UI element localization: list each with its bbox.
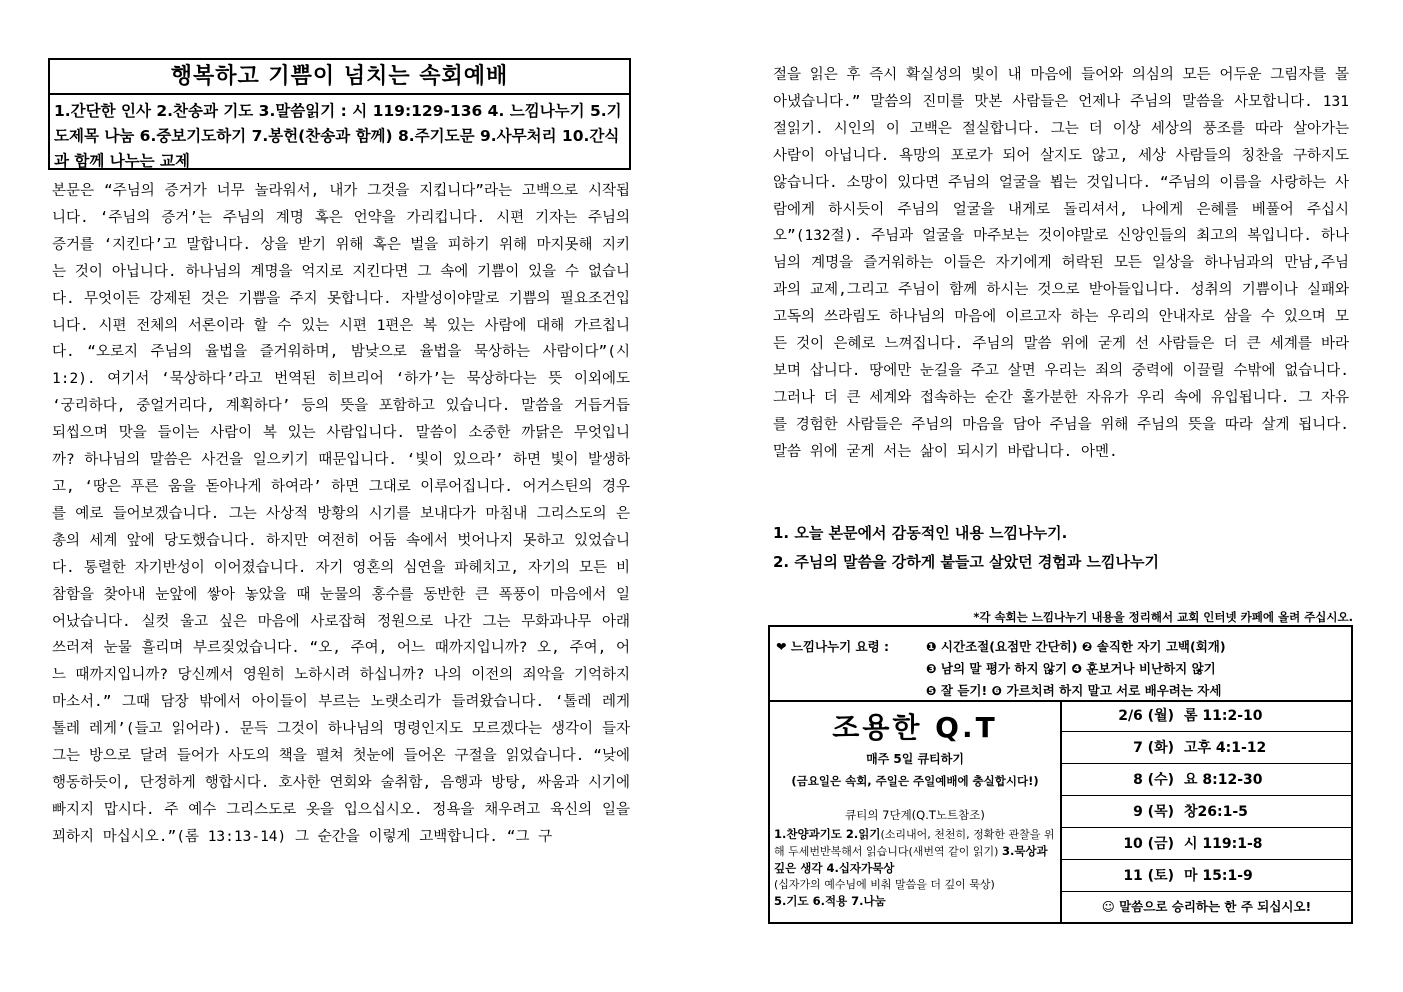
question-1: 1. 오늘 본문에서 감동적인 내용 느낌나누기.	[773, 524, 1068, 542]
schedule-ref: 창26:1-5	[1184, 804, 1248, 820]
schedule-ref: 시 119:1-8	[1184, 836, 1263, 852]
qt-schedule	[1062, 700, 1351, 922]
submission-note: *각 속회는 느낌나누기 내용을 정리해서 교회 인터넷 카페에 올려 주십시오.	[973, 610, 1353, 624]
schedule-row	[1062, 796, 1351, 828]
schedule-date: 8 (수)	[1133, 772, 1174, 788]
qt-step-4-detail: (십자가의 예수님에 비춰 말씀을 더 깊이 묵상)	[774, 878, 995, 891]
question-2: 2. 주님의 말씀을 강하게 붙들고 살았던 경험과 느낌나누기	[773, 553, 1159, 571]
qt-step-3-4: 3.묵상과 깊은 생각 4.십자가묵상	[774, 844, 1048, 875]
qt-footer: ☺ 말씀으로 승리하는 한 주 되십시오!	[1101, 899, 1312, 914]
qt-step-1-2: 1.찬양과기도 2.읽기	[774, 827, 881, 841]
qt-step-2-detail: (소리내어, 천천히, 정확한 관찰을 위해 두세번반복해서 읽습니다(새번역 같이 읽기)	[774, 828, 1055, 858]
qt-subtitle: 매주 5일 큐티하기	[866, 752, 964, 766]
service-header	[48, 58, 631, 170]
schedule-ref: 고후 4:1-12	[1184, 740, 1267, 756]
sharing-guide-box	[768, 625, 1353, 702]
qt-box	[768, 700, 1353, 924]
schedule-ref: 마 15:1-9	[1184, 868, 1253, 884]
schedule-row	[1062, 828, 1351, 860]
schedule-row	[1062, 860, 1351, 892]
page-title: 행복하고 기쁨이 넘치는 속회예배	[50, 60, 629, 95]
schedule-date: 10 (금)	[1123, 836, 1174, 852]
schedule-date: 2/6 (월)	[1118, 708, 1174, 724]
schedule-date: 11 (토)	[1123, 868, 1174, 884]
qt-info	[770, 700, 1062, 922]
guide-row-1: ❶ 시간조절(요점만 간단히) ❷ 솔직한 자기 고백(회개)	[926, 639, 1226, 654]
schedule-row	[1062, 732, 1351, 764]
guide-row-3: ❺ 잘 듣기! ❻ 가르치려 하지 말고 서로 배우려는 자세	[926, 683, 1222, 698]
qt-step-5-7: 5.기도 6.적용 7.나눔	[774, 894, 886, 908]
qt-title: 조용한 Q.T	[832, 711, 998, 744]
guide-row-2: ❸ 남의 말 평가 하지 않기 ❹ 훈보거나 비난하지 않기	[926, 661, 1216, 676]
schedule-ref: 요 8:12-30	[1184, 772, 1263, 788]
sermon-text-right: 절을 읽은 후 즉시 확실성의 빛이 내 마음에 들어와 의심의 모든 어두운 그림자를 몰아냈습니다.” 말씀의 진미를 맛본 사람들은 언제나 주님의 말씀을 사모합니다. 131절읽기. 시인의 이 고백은 절실합니다. 그는 더 이상 세상의 풍조를 따라 살아가는 사람이 아닙니다. 욕망의 포로가 되어 살지도 않고, 세상 사람들의 칭찬을 구하지도 않습니다. 소망이 있다면 주님의 얼굴을 뵙는 것입니다. “주님의 이름을 사랑하는 사람에게 하시듯이 주님의 얼굴을 내게로 돌리셔서, 나에게 은혜를 베풀어 주십시오”(132절). 주님과 얼굴을 마주보는 것이야말로 신앙인들의 최고의 복입니다. 하나님의 계명을 즐거워하는 이들은 자기에게 허락된 모든 일상을 하나님과의 만남,주님과의 교제,그리고 주님이 함께 하시는 것으로 받아들입니다. 성취의 기쁨이나 실패와 고독의 쓰라림도 하나님의 마음에 이르고자 하는 우리의 안내자로 삼을 수 있으며 모든 것이 은혜로 느껴집니다. 주님의 말씀 위에 굳게 선 사람들은 더 큰 세계를 바라보며 삽니다. 땅에만 눈길을 주고 살면 우리는 죄의 중력에 이끌릴 수밖에 없습니다. 그러나 더 큰 세계와 접속하는 순간 홀가분한 자유가 우리 속에 유입됩니다. 그 자유를 경험한 사람들은 주님의 마음을 담아 주님을 위해 주님의 뜻을 따라 살게 됩니다. 말씀 위에 굳게 서는 삶이 되시기 바랍니다. 아멘.	[773, 67, 1349, 460]
schedule-row	[1062, 764, 1351, 796]
schedule-row	[1062, 700, 1351, 732]
schedule-date: 9 (목)	[1133, 804, 1174, 820]
qt-steps-title: 큐티의 7단계(Q.T노트참조)	[845, 808, 985, 822]
qt-steps	[770, 823, 1060, 910]
worship-order: 1.간단한 인사 2.찬송과 기도 3.말씀읽기 : 시 119:129-136 4. 느낌나누기 5.기도제목 나눔 6.중보기도하기 7.봉헌(찬송과 함께) 8.주기도문 9.사무처리 10.간식과 함께 나누는 교제	[54, 102, 622, 170]
schedule-date: 7 (화)	[1133, 740, 1174, 756]
qt-subtitle-note: (금요일은 속회, 주일은 주일예배에 충실합시다!)	[791, 774, 1039, 788]
sermon-text-left: 본문은 “주님의 증거가 너무 놀라워서, 내가 그것을 지킵니다”라는 고백으로 시작됩니다. ‘주님의 증거’는 주님의 계명 혹은 언약을 가리킵니다. 시편 기자는 주님의 증거를 ‘지킨다’고 말합니다. 상을 받기 위해 혹은 벌을 피하기 위해 마지못해 지키는 것이 아닙니다. 하나님의 계명을 억지로 지킨다면 그 속에 기쁨이 있을 수 없습니다. 무엇이든 강제된 것은 기쁨을 주지 못합니다. 자발성이야말로 기쁨의 필요조건입니다. 시편 전체의 서론이라 할 수 있는 시편 1편은 복 있는 사람에 대해 가르칩니다. “오로지 주님의 율법을 즐거워하며, 밤낮으로 율법을 묵상하는 사람이다”(시 1:2). 여기서 ‘묵상하다’라고 번역된 히브리어 ‘하가’는 묵상하다는 뜻 이외에도 ‘궁리하다, 중얼거리다, 계획하다’ 등의 뜻을 포함하고 있습니다. 말씀을 거듭거듭 되씹으며 맛을 들이는 사람이 복 있는 사람입니다. 말씀이 소중한 까닭은 무엇입니까? 하나님의 말씀은 사건을 일으키기 때문입니다. ‘빛이 있으라’ 하면 빛이 발생하고, ‘땅은 푸른 움을 돋아나게 하여라’ 하면 그대로 이루어집니다. 어거스틴의 경우를 예로 들어보겠습니다. 그는 사상적 방황의 시기를 보내다가 마침내 그리스도의 은총의 세계 앞에 당도했습니다. 하지만 여전히 어둠 속에서 벗어나지 못하고 있었습니다. 통렬한 자기반성이 이어졌습니다. 자기 영혼의 심연을 파헤치고, 자기의 모든 비참함을 찾아내 눈앞에 쌓아 놓았을 때 눈물의 홍수를 동반한 큰 폭풍이 마음에서 일어났습니다. 실컷 울고 싶은 마음에 사로잡혀 정원으로 나간 그는 무화과나무 아래 쓰러져 눈물 흘리며 부르짖었습니다. “오, 주여, 어느 때까지입니까? 오, 주여, 어느 때까지입니까? 당신께서 영원히 노하시려 하십니까? 나의 이전의 죄악을 기억하지 마소서.” 그때 담장 밖에서 아이들이 부르는 노랫소리가 들려왔습니다. ‘톨레 레게 톨레 레게’(들고 읽어라). 문득 그것이 하나님의 명령인지도 모르겠다는 생각이 들자 그는 방으로 달려 들어가 사도의 책을 펼쳐 첫눈에 들어온 구절을 읽었습니다. “낮에 행동하듯이, 단정하게 행합시다. 호사한 연회와 술취함, 음행과 방탕, 싸움과 시기에 빠지지 맙시다. 주 예수 그리스도로 옷을 입으십시오. 정욕을 채우려고 육신의 일을 꾀하지 마십시오.”(롬 13:13-14) 그 순간을 이렇게 고백합니다. “그 구	[52, 183, 630, 845]
guide-label: ❤ 느낌나누기 요령 :	[776, 639, 890, 654]
schedule-ref: 롬 11:2-10	[1184, 708, 1263, 724]
